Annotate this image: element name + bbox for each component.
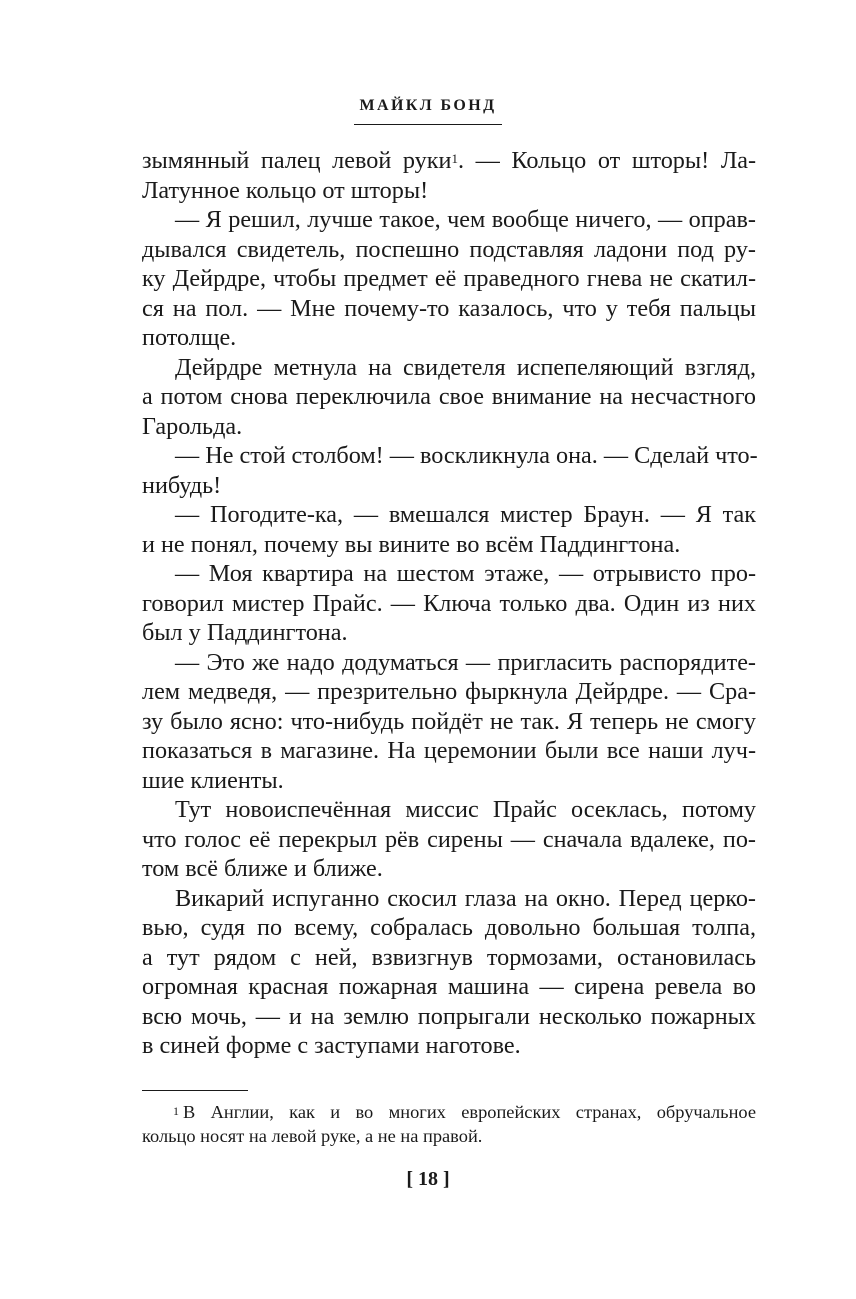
footnote-marker: 1 <box>173 1104 179 1118</box>
footnote <box>142 1100 756 1148</box>
text-line: а тут рядом с ней, взвизгнув тормозами, остановилась <box>142 943 756 971</box>
text-line: — Погодите-ка, — вмешался мистер Браун. — Я так <box>175 501 756 528</box>
footnote-reference: 1 <box>451 151 458 166</box>
footnote-line: $^1$ В Англии, как и во многих европейских странах, обручальное <box>173 1102 756 1122</box>
text-line: всю мочь, — и на землю попрыгали несколько пожарных <box>142 1002 756 1030</box>
text-line: потолще. <box>142 324 237 351</box>
text-line: лем медведя, — презрительно фыркнула Дейрдре. — Сра- <box>142 678 756 705</box>
text-line: шие клиенты. <box>142 766 284 794</box>
text-line: том всё ближе и ближе. <box>142 855 383 882</box>
body-text <box>142 146 756 1061</box>
text-line: Викарий испуганно скосил глаза на окно. Перед церко- <box>175 884 756 912</box>
text-line: что голос её перекрыл рёв сирены — сначала вдалеке, по- <box>142 825 756 853</box>
text-line: Латунное кольцо от шторы! <box>142 176 429 204</box>
text-line: зымянный палец левой руки$^1$. — Кольцо от шторы! Ла- <box>142 147 757 174</box>
author-running-title: МАЙКЛ БОНД <box>354 97 502 125</box>
text-line: нибудь! <box>142 471 222 499</box>
text-line: — Это же надо додуматься — пригласить распорядите- <box>175 648 756 676</box>
text-line: в синей форме с заступами наготове. <box>142 1032 521 1059</box>
footnote-line: кольцо носят на левой руке, а не на правой. <box>142 1126 483 1146</box>
text-line: вью, судя по всему, собралась довольно большая толпа, <box>142 914 756 941</box>
text-line: был у Паддингтона. <box>142 619 348 646</box>
text-line: Гарольда. <box>142 412 243 440</box>
text-line: а потом снова переключила свое внимание на несчастного <box>142 383 756 410</box>
text-line: дывался свидетель, поспешно подставляя ладони под ру- <box>142 235 756 263</box>
text-line: говорил мистер Прайс. — Ключа только два. Один из них <box>142 589 756 617</box>
text-line: зу было ясно: что-нибудь пойдёт не так. Я теперь не смогу <box>142 707 756 735</box>
text-line: ся на пол. — Мне почему-то казалось, что у тебя пальцы <box>142 294 756 322</box>
footnote-divider <box>142 1090 248 1091</box>
text-line: ку Дейрдре, чтобы предмет её праведного гнева не скатил- <box>142 265 756 292</box>
page-number: [ 18 ] <box>406 1168 450 1190</box>
text-line: — Не стой столбом! — воскликнула она. — Сделай что- <box>175 442 758 469</box>
running-head <box>0 97 856 125</box>
text-line: огромная красная пожарная машина — сирена ревела во <box>142 973 756 1000</box>
text-line: Дейрдре метнула на свидетеля испепеляющий взгляд, <box>175 353 756 381</box>
text-line: и не понял, почему вы вините во всём Паддингтона. <box>142 530 681 558</box>
text-line: — Я решил, лучше такое, чем вообще ничего, — оправ- <box>175 206 756 233</box>
text-line: показаться в магазине. На церемонии были все наши луч- <box>142 737 756 764</box>
text-line: Тут новоиспечённая миссис Прайс осеклась, потому <box>175 796 756 823</box>
text-line: — Моя квартира на шестом этаже, — отрывисто про- <box>175 560 756 587</box>
